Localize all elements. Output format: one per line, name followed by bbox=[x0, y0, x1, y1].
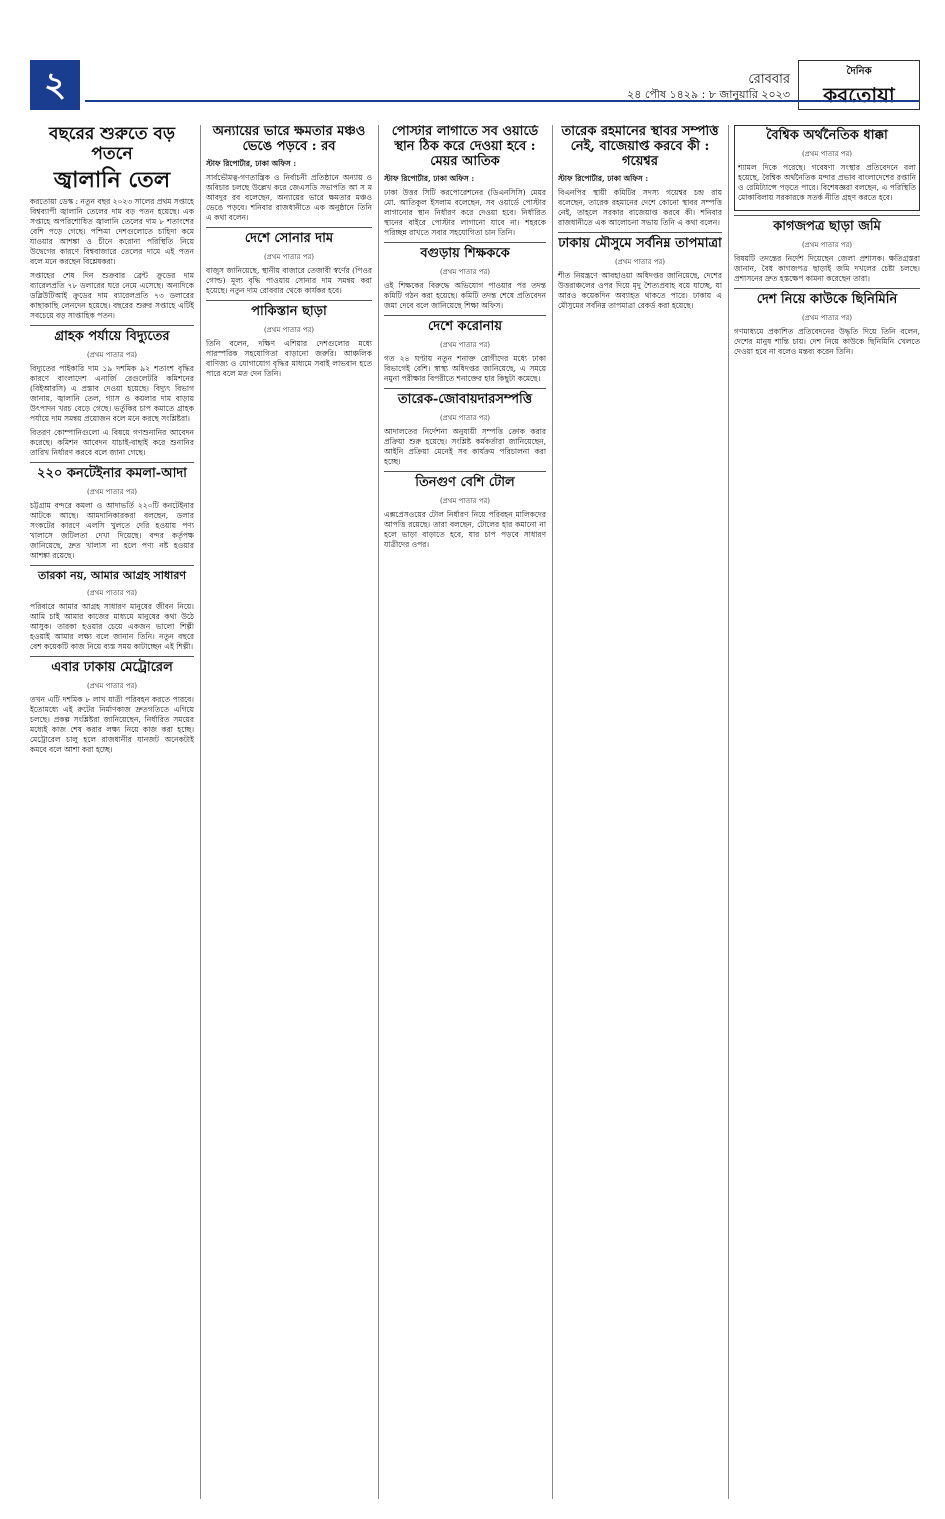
column-divider bbox=[378, 125, 379, 1499]
continued-label: (প্রথম পাতার পর) bbox=[86, 488, 138, 497]
headline: দেশে সোনার দাম bbox=[244, 230, 334, 246]
continued-label: (প্রথম পাতার পর) bbox=[86, 351, 138, 360]
divider bbox=[206, 300, 372, 301]
article-body: সার্বভৌমত্ব-গণতান্ত্রিক ও নির্বাচনী প্রতিষ্ঠানে অন্যায় ও অবিচার চলছে উল্লেখ করে জেএসডি সভাপতি আ স ম আবদুর রব বলেছেন, অন্যায়ের ভারে ক্ষমতার মঞ্চও ভেঙে পড়বে। শনিবার রাজধানীতে এক অনুষ্ঠানে তিনি এ কথা বলেন। bbox=[206, 172, 372, 222]
column-divider bbox=[552, 125, 553, 1499]
headline: তিনগুণ বেশি টোল bbox=[415, 474, 515, 490]
continued-label: (প্রথম পাতার পর) bbox=[439, 340, 491, 349]
divider bbox=[734, 288, 920, 289]
continued-label: (প্রথম পাতার পর) bbox=[439, 496, 491, 505]
column-5 bbox=[734, 125, 920, 1495]
continued-label: (প্রথম পাতার পর) bbox=[801, 313, 853, 322]
byline: স্টাফ রিপোর্টার, ঢাকা অফিস : bbox=[206, 158, 297, 168]
article-body: গত ২৪ ঘণ্টায় নতুন শনাক্ত রোগীদের মধ্যে ঢাকা বিভাগেই বেশি। স্বাস্থ্য অধিদপ্তর জানিয়েছে, এ সময়ে নমুনা পরীক্ষার বিপরীতে শনাক্তের হার কিছুটা কমেছে। bbox=[384, 353, 546, 383]
divider bbox=[30, 325, 194, 326]
page-header bbox=[30, 60, 920, 120]
masthead-logo bbox=[798, 60, 920, 110]
continued-label: (প্রথম পাতার পর) bbox=[263, 325, 315, 334]
headline: ২২০ কনটেইনার কমলা-আদা bbox=[37, 466, 187, 482]
header-day: রোববার bbox=[748, 72, 790, 87]
headline: দেশ নিয়ে কাউকে ছিনিমিনি bbox=[756, 291, 898, 307]
article-body: ঢাকা উত্তর সিটি করপোরেশনের (ডিএনসিসি) মেয়র মো. আতিকুল ইসলাম বলেছেন, সব ওয়ার্ডে পোস্টার লাগানোর স্থান নির্ধারণ করে দেওয়া হবে। নির্ধারিত স্থানের বাইরে পোস্টার লাগানো যাবে না। শহরকে পরিচ্ছন্ন রাখতে সবার সহযোগিতা চান তিনি। bbox=[384, 187, 546, 237]
article-body: পরিবারে আমার আগ্রহ সাধারণ মানুষের জীবন নিয়ে। আমি চাই আমার কাজের মাধ্যমে মানুষের কথা উঠে আসুক। তারকা হওয়ার চেয়ে একজন ভালো শিল্পী হওয়াই আমার লক্ষ্য বলে জানান তিনি। নতুন বছরে বেশ কয়েকটি কাজ নিয়ে ব্যস্ত সময় কাটাচ্ছেন এই শিল্পী। bbox=[30, 601, 194, 651]
article-body: ওই শিক্ষকের বিরুদ্ধে অভিযোগ পাওয়ার পর তদন্ত কমিটি গঠন করা হয়েছে। কমিটি তদন্ত শেষে প্রতিবেদন জমা দেবে বলে জানিয়েছে শিক্ষা অফিস। bbox=[384, 280, 546, 310]
feature-box bbox=[734, 125, 920, 211]
divider bbox=[384, 471, 546, 472]
byline: স্টাফ রিপোর্টার, ঢাকা অফিস : bbox=[384, 173, 475, 183]
divider bbox=[30, 656, 194, 657]
article-body: বিদ্যুতের পাইকারি দাম ১৯ দশমিক ৯২ শতাংশ বৃদ্ধির কারণে বাংলাদেশ এনার্জি রেগুলেটরি কমিশনের (বিইআরসি) এ প্রস্তাব দেওয়া হয়েছে। বিদ্যুৎ বিভাগ জানায়, জ্বালানি তেল, গ্যাস ও কয়লার দাম বাড়ায় উৎপাদন খরচ বেড়ে গেছে। ভর্তুকির চাপ কমাতে গ্রাহক পর্যায়ে দাম সমন্বয় প্রয়োজন বলে মনে করছে সংশ্লিষ্টরা। bbox=[30, 364, 194, 424]
headline: তারকা নয়, আমার আগ্রহ সাধারণ bbox=[37, 569, 187, 583]
divider bbox=[30, 565, 194, 566]
headline: বৈশ্বিক অর্থনৈতিক ধাক্কা bbox=[766, 128, 888, 143]
column-3 bbox=[384, 125, 546, 1495]
headline: কাগজপত্র ছাড়া জমি bbox=[773, 218, 881, 234]
divider bbox=[30, 462, 194, 463]
continued-label: (প্রথম পাতার পর) bbox=[86, 681, 138, 690]
continued-label: (প্রথম পাতার পর) bbox=[614, 257, 666, 266]
article-body: চট্টগ্রাম বন্দরে কমলা ও আদাভর্তি ২২০টি কনটেইনার আটকে আছে। আমদানিকারকরা বলছেন, ডলার সংকটের কারণে এলসি খুলতে দেরি হওয়ায় পণ্য খালাসে জটিলতা দেখা দিয়েছে। বন্দর কর্তৃপক্ষ জানিয়েছে, দ্রুত খালাস না হলে পণ্য নষ্ট হওয়ার আশঙ্কা রয়েছে। bbox=[30, 501, 194, 561]
article-body: বিতরণ কোম্পানিগুলো এ বিষয়ে গণশুনানির আবেদন করেছে। কমিশন আবেদন যাচাই-বাছাই করে শুনানির তারিখ নির্ধারণ করবে বলে জানা গেছে। bbox=[30, 428, 194, 458]
continued-label: (প্রথম পাতার পর) bbox=[263, 252, 315, 261]
article-body: বিষয়টি তদন্তের নির্দেশ দিয়েছেন জেলা প্রশাসক। ক্ষতিগ্রস্তরা জানান, বৈধ কাগজপত্র ছাড়াই জমি দখলের চেষ্টা চলছে। প্রশাসনের দ্রুত হস্তক্ষেপ কামনা করেছেন তারা। bbox=[734, 253, 920, 283]
continued-label: (প্রথম পাতার পর) bbox=[801, 149, 853, 158]
article-body: তখন এটি দশমিক ৮ লাখ যাত্রী পরিবহন করতে পারবে। ইতোমধ্যে এই রুটের নির্মাণকাজ দ্রুতগতিতে এগিয়ে চলছে। প্রকল্প সংশ্লিষ্টরা জানিয়েছেন, নির্ধারিত সময়ের মধ্যেই কাজ শেষ করার লক্ষ্য নিয়ে কাজ করা হচ্ছে। মেট্রোরেল চালু হলে রাজধানীর যানজট অনেকটাই কমবে বলে আশা করা হচ্ছে। bbox=[30, 694, 194, 754]
headline: অন্যায়ের ভারে ক্ষমতার মঞ্চও ভেঙে পড়বে : রব bbox=[212, 125, 366, 154]
column-4 bbox=[558, 125, 722, 1495]
article-body: আদালতের নির্দেশনা অনুযায়ী সম্পত্তি ক্রোক করার প্রক্রিয়া শুরু হয়েছে। সংশ্লিষ্ট কর্মকর্তারা জানিয়েছেন, আইনি প্রক্রিয়া মেনেই সব কার্যক্রম পরিচালনা করা হচ্ছে। bbox=[384, 426, 546, 466]
logo-small-text: দৈনিক bbox=[846, 66, 872, 77]
headline: তারেক রহমানের স্থাবর সম্পত্তি নেই, বাজেয়াপ্ত করবে কী : গয়েশ্বর bbox=[561, 125, 719, 169]
headline: তারেক-জোবায়দারসম্পত্তি bbox=[397, 391, 533, 407]
divider bbox=[558, 232, 722, 233]
divider bbox=[384, 388, 546, 389]
continued-label: (প্রথম পাতার পর) bbox=[439, 413, 491, 422]
divider bbox=[384, 242, 546, 243]
article-body: এক্সপ্রেসওয়ের টোল নির্ধারণ নিয়ে পরিবহন মালিকদের আপত্তি রয়েছে। তারা বলছেন, টোলের হার কমানো না হলে ভাড়া বাড়াতে হবে, যার চাপ পড়বে সাধারণ যাত্রীদের ওপর। bbox=[384, 509, 546, 549]
divider bbox=[734, 215, 920, 216]
headline: জ্বালানি তেল bbox=[53, 167, 171, 194]
headline: গ্রাহক পর্যায়ে বিদ্যুতের bbox=[54, 329, 170, 345]
page-number: ২ bbox=[30, 60, 80, 110]
byline: স্টাফ রিপোর্টার, ঢাকা অফিস : bbox=[558, 173, 649, 183]
article-body: করতোয়া ডেস্ক : নতুন বছর ২০২৩ সালের প্রথম সপ্তাহে বিশ্বব্যাপী জ্বালানি তেলের দাম বড় পতন হয়েছে। এক সপ্তাহে অপরিশোধিত জ্বালানি তেলের দাম ৮ শতাংশের বেশি পড়ে গেছে। পশ্চিমা দেশগুলোতে চাহিদা কমে যাওয়ার আশঙ্কা ও চীনে করোনা পরিস্থিতি নিয়ে উদ্বেগের কারণে বিশ্ববাজারে তেলের দামে এই পতন বলে মনে করছেন বিশ্লেষকরা। bbox=[30, 197, 194, 267]
headline: এবার ঢাকায় মেট্রোরেল bbox=[51, 659, 173, 675]
headline: ঢাকায় মৌসুমে সর্বনিম্ন তাপমাত্রা bbox=[558, 235, 722, 251]
article-body: বাজুস জানিয়েছে, স্থানীয় বাজারে তেজাবী স্বর্ণের (পিওর গোল্ড) মূল্য বৃদ্ধি পাওয়ায় সোনার দাম সমন্বয় করা হয়েছে। নতুন দাম রোববার থেকে কার্যকর হবে। bbox=[206, 265, 372, 295]
article-body: সপ্তাহের শেষ দিন শুক্রবার ব্রেন্ট ক্রুডের দাম ব্যারেলপ্রতি ৭৮ ডলারের ঘরে নেমে এসেছে। অন্যদিকে ডব্লিউটিআই ক্রুডের দাম ব্যারেলপ্রতি ৭৩ ডলারের কাছাকাছি লেনদেন হয়েছে। বছরের শুরুর সপ্তাহে এটিই সবচেয়ে বড় সাপ্তাহিক পতন। bbox=[30, 271, 194, 321]
continued-label: (প্রথম পাতার পর) bbox=[801, 240, 853, 249]
article-body: গণমাধ্যমে প্রকাশিত প্রতিবেদনের উদ্ধৃতি দিয়ে তিনি বলেন, দেশের মানুষ শান্তি চায়। দেশ নিয়ে কাউকে ছিনিমিনি খেলতে দেওয়া হবে না বলেও মন্তব্য করেন তিনি। bbox=[734, 326, 920, 356]
divider bbox=[384, 315, 546, 316]
headline: দেশে করোনায় bbox=[428, 318, 502, 334]
header-rule bbox=[85, 100, 920, 102]
article-body: শ্যামল দিকে পরেছে। গবেষণা সংস্থার প্রতিবেদনে বলা হয়েছে, বৈশ্বিক অর্থনৈতিক মন্দার প্রভাব বাংলাদেশের রপ্তানি ও রেমিট্যান্সে পড়তে পারে। বিশেষজ্ঞরা বলছেন, এ পরিস্থিতি মোকাবিলায় সরকারকে সতর্ক নীতি গ্রহণ করতে হবে। bbox=[738, 162, 916, 202]
article-body: তিনি বলেন, দক্ষিণ এশিয়ার দেশগুলোর মধ্যে পারস্পরিক সহযোগিতা বাড়ানো জরুরি। আঞ্চলিক বাণিজ্য ও যোগাযোগ বৃদ্ধির মাধ্যমে সবাই লাভবান হতে পারে বলে মত দেন তিনি। bbox=[206, 338, 372, 378]
logo-main-text: করতোয়া bbox=[823, 83, 895, 107]
headline: পাকিস্তান ছাড়া bbox=[251, 303, 327, 319]
continued-label: (প্রথম পাতার পর) bbox=[439, 267, 491, 276]
article-body: বিএনপির স্থায়ী কমিটির সদস্য গয়েশ্বর চন্দ্র রায় বলেছেন, তারেক রহমানের দেশে কোনো স্থাবর সম্পত্তি নেই, তাহলে সরকার বাজেয়াপ্ত করবে কী। শনিবার রাজধানীতে এক আলোচনা সভায় তিনি এ কথা বলেন। bbox=[558, 187, 722, 227]
headline: বগুড়ায় শিক্ষককে bbox=[420, 245, 510, 261]
headline: বছরের শুরুতে বড় পতনে bbox=[49, 125, 175, 164]
column-1 bbox=[30, 125, 194, 1495]
divider bbox=[206, 227, 372, 228]
column-2 bbox=[206, 125, 372, 1495]
headline: পোস্টার লাগাতে সব ওয়ার্ডে স্থান ঠিক করে দেওয়া হবে : মেয়র আতিক bbox=[391, 125, 539, 169]
column-divider bbox=[728, 125, 729, 1499]
continued-label: (প্রথম পাতার পর) bbox=[86, 588, 138, 597]
header-date: ২৪ পৌষ ১৪২৯ : ৮ জানুয়ারি ২০২৩ bbox=[627, 88, 790, 101]
article-body: শীত নিয়ন্ত্রণে আবহাওয়া অধিদপ্তর জানিয়েছে, দেশের উত্তরাঞ্চলের ওপর দিয়ে মৃদু শৈত্যপ্রবাহ বয়ে যাচ্ছে, যা আরও কয়েকদিন অব্যাহত থাকতে পারে। ঢাকায় এ মৌসুমের সর্বনিম্ন তাপমাত্রা রেকর্ড করা হয়েছে। bbox=[558, 270, 722, 310]
column-divider bbox=[200, 125, 201, 1499]
